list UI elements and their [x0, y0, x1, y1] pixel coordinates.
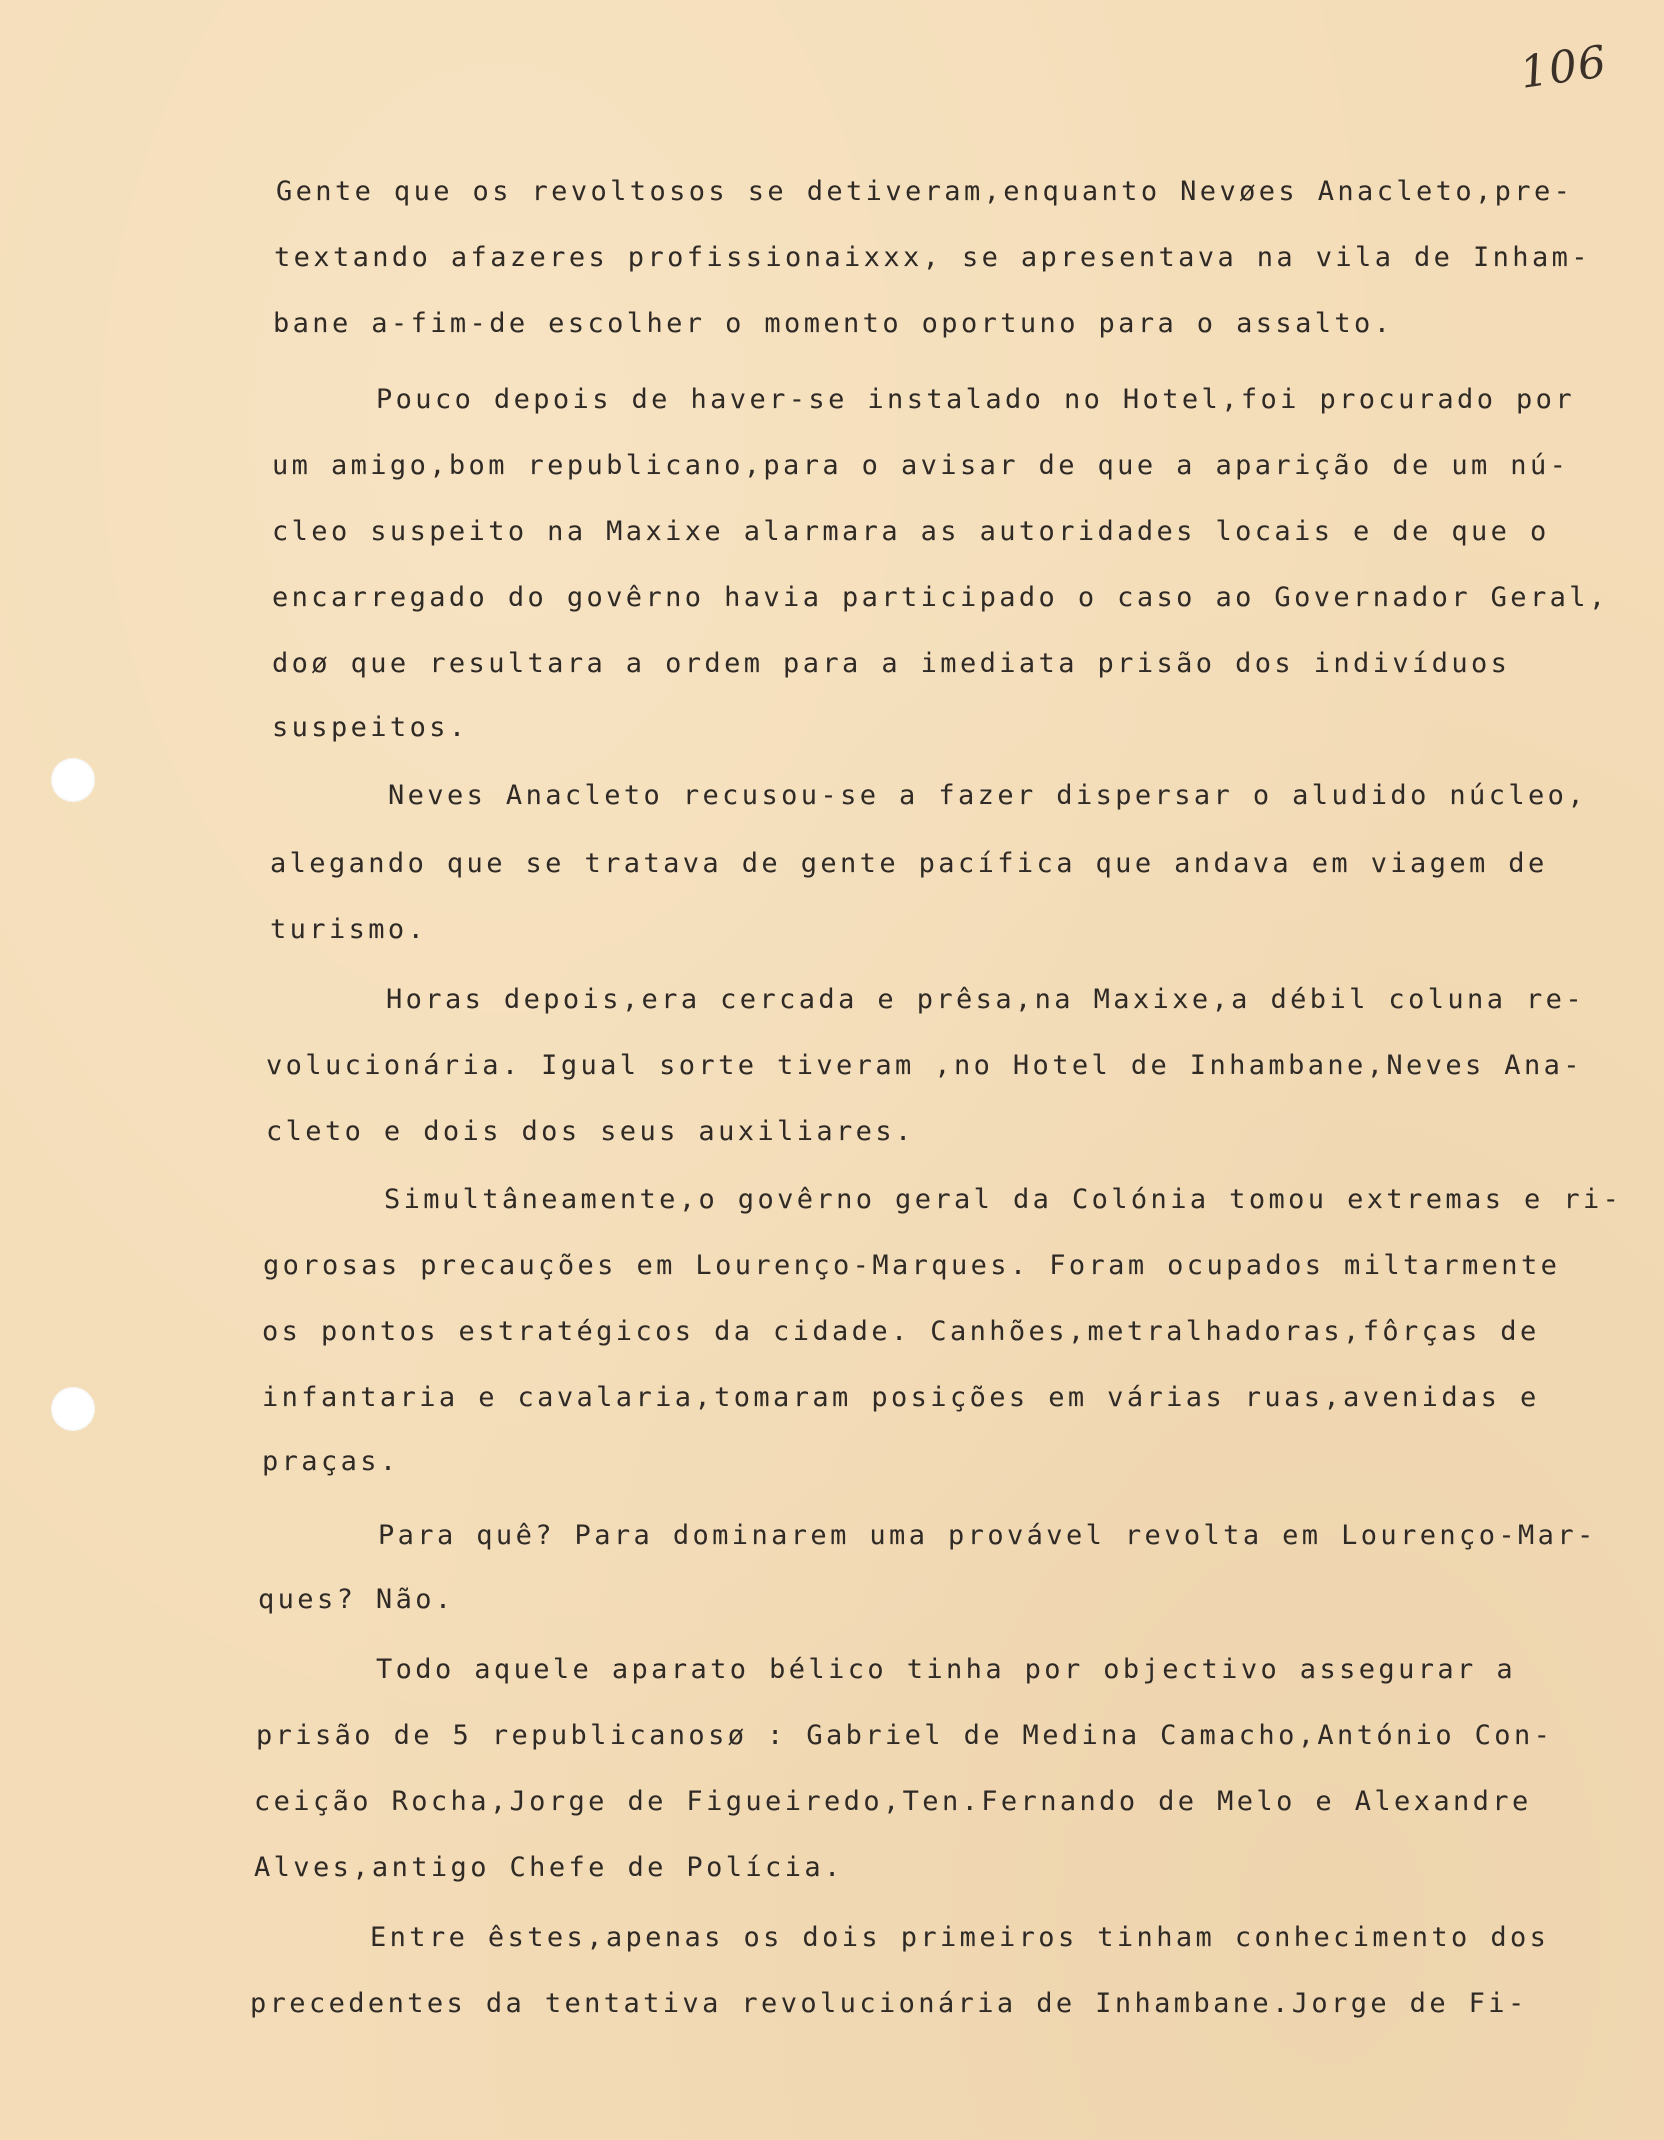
text-line: encarregado do govêrno havia participado o caso ao Governador Geral,	[272, 582, 1609, 613]
text-line: prisão de 5 republicanosø : Gabriel de Medina Camacho,António Con-	[256, 1720, 1554, 1751]
text-line: Horas depois,era cercada e prêsa,na Maxixe,a débil coluna re-	[386, 984, 1585, 1015]
text-line: Para quê? Para dominarem uma provável revolta em Lourenço-Mar-	[378, 1520, 1597, 1551]
text-line: os pontos estratégicos da cidade. Canhões,metralhadoras,fôrças de	[262, 1316, 1540, 1347]
text-line: Gente que os revoltosos se detiveram,enquanto Nevøes Anacleto,pre-	[276, 176, 1574, 207]
text-line: infantaria e cavalaria,tomaram posições em várias ruas,avenidas e	[262, 1382, 1540, 1413]
text-line: Simultâneamente,o govêrno geral da Colónia tomou extremas e ri-	[384, 1184, 1623, 1215]
text-line: um amigo,bom republicano,para o avisar de que a aparição de um nú-	[272, 450, 1570, 481]
text-line: suspeitos.	[272, 712, 469, 743]
text-line: Todo aquele aparato bélico tinha por objectivo assegurar a	[376, 1654, 1517, 1685]
text-line: precedentes da tentativa revolucionária de Inhambane.Jorge de Fi-	[250, 1988, 1528, 2019]
text-line: textando afazeres profissionaixxx, se apresentava na vila de Inham-	[274, 242, 1591, 273]
text-line: turismo.	[270, 914, 428, 945]
text-line: doø que resultara a ordem para a imediata prisão dos indivíduos	[272, 648, 1511, 679]
text-line: alegando que se tratava de gente pacífica que andava em viagem de	[270, 848, 1548, 879]
page-number: 106	[1516, 36, 1611, 99]
text-line: volucionária. Igual sorte tiveram ,no Hotel de Inhambane,Neves Ana-	[266, 1050, 1583, 1081]
text-line: Pouco depois de haver-se instalado no Hotel,foi procurado por	[376, 384, 1575, 415]
text-line: cleo suspeito na Maxixe alarmara as autoridades locais e de que o	[272, 516, 1550, 547]
text-line: ceição Rocha,Jorge de Figueiredo,Ten.Fernando de Melo e Alexandre	[254, 1786, 1532, 1817]
text-line: Neves Anacleto recusou-se a fazer dispersar o aludido núcleo,	[388, 780, 1587, 811]
text-line: Entre êstes,apenas os dois primeiros tinham conhecimento dos	[370, 1922, 1550, 1953]
text-line: Alves,antigo Chefe de Polícia.	[254, 1852, 844, 1883]
text-line: praças.	[262, 1446, 400, 1477]
text-line: gorosas precauções em Lourenço-Marques. Foram ocupados miltarmente	[263, 1250, 1561, 1281]
text-line: ques? Não.	[258, 1584, 455, 1615]
text-line: cleto e dois dos seus auxiliares.	[266, 1116, 915, 1147]
text-line: bane a-fim-de escolher o momento oportuno para o assalto.	[273, 308, 1394, 339]
